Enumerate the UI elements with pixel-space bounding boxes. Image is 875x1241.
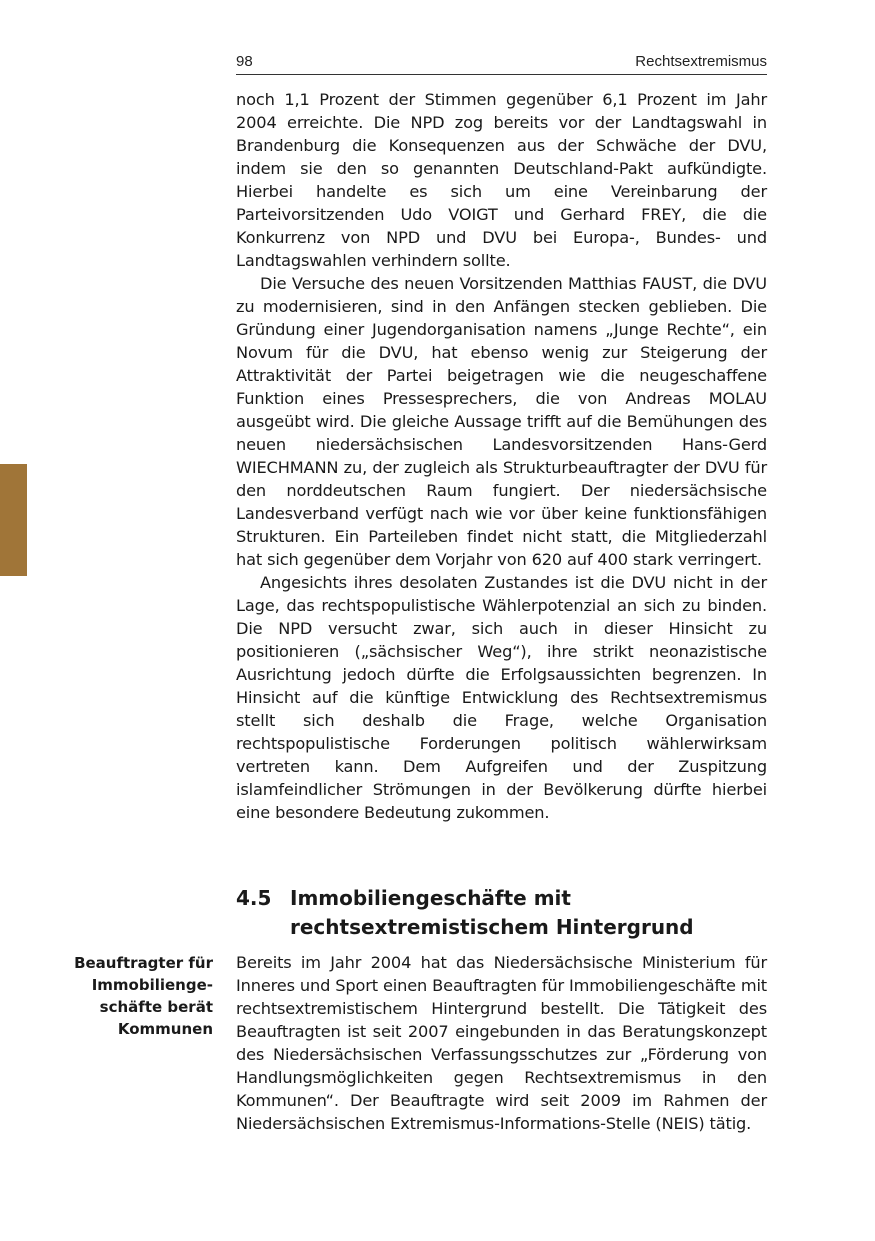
body-text	[236, 88, 767, 824]
paragraph: Bereits im Jahr 2004 hat das Niedersächsische Ministerium für Inneres und Sport einen Beauftragten für Immobiliengeschäfte mit rechtsextremistischem Hintergrund bestellt. Die Tätigkeit des Beauftragten ist seit 2007 eingebunden in das Beratungskonzept des Niedersächsischen Verfassungsschutzes zur „Förderung von Handlungsmöglichkeiten gegen Rechtsextremismus in den Kommunen“. Der Beauftragte wird seit 2009 im Rahmen der Niedersächsischen Extremismus-Informations-Stelle (NEIS) tätig.	[236, 953, 767, 1133]
paragraph: Angesichts ihres desolaten Zustandes ist die DVU nicht in der Lage, das rechtspopulistische Wählerpotenzial an sich zu binden. Die NPD versucht zwar, sich auch in dieser Hinsicht zu positionieren („sächsischer Weg“), ihre strikt neonazistische Ausrichtung jedoch dürfte die Erfolgsaussichten begrenzen. In Hinsicht auf die künftige Entwicklung des Rechtsextremismus stellt sich deshalb die Frage, welche Organisation rechtspopulistische Forderungen politisch wählerwirksam vertreten kann. Dem Aufgreifen und der Zuspitzung islamfeindlicher Strömungen in der Bevölkerung dürfte hierbei eine besondere Bedeutung zukommen.	[236, 573, 767, 822]
running-title: Rechtsextremismus	[635, 53, 767, 70]
paragraph: Die Versuche des neuen Vorsitzenden Matthias FAUST, die DVU zu modernisieren, sind in den Anfängen stecken geblieben. Die Gründung einer Jugendorganisation namens „Junge Rechte“, ein Novum für die DVU, hat ebenso wenig zur Steigerung der Attraktivität der Partei beigetragen wie die neugeschaffene Funktion eines Pressesprechers, die von Andreas MOLAU ausgeübt wird. Die gleiche Aussage trifft auf die Bemühungen des neuen niedersächsischen Landesvorsitzenden Hans-Gerd WIECHMANN zu, der zugleich als Strukturbeauftragter der DVU für den norddeutschen Raum fungiert. Der niedersächsische Landesverband verfügt nach wie vor über keine funktionsfähigen Strukturen. Ein Parteileben findet nicht statt, die Mitgliederzahl hat sich gegenüber dem Vorjahr von 620 auf 400 stark verringert.	[236, 274, 767, 569]
section-body-text	[236, 951, 767, 1135]
section-title: Immobiliengeschäfte mit rechtsextremistischem Hintergrund	[290, 886, 694, 939]
page-number: 98	[236, 53, 253, 70]
paragraph: noch 1,1 Prozent der Stimmen gegenüber 6,1 Prozent im Jahr 2004 erreichte. Die NPD zog bereits vor der Landtagswahl in Brandenburg die Konsequenzen aus der Schwäche der DVU, indem sie den so genannten Deutschland-Pakt aufkündigte. Hierbei handelte es sich um eine Vereinbarung der Parteivorsitzenden Udo VOIGT und Gerhard FREY, die die Konkurrenz von NPD und DVU bei Europa-, Bundes- und Landtagswahlen verhindern sollte.	[236, 90, 767, 270]
section-heading	[236, 884, 767, 942]
margin-note: Beauftragter für Immobiliengeschäfte berät Kommunen	[74, 954, 213, 1038]
chapter-thumb-tab	[0, 464, 27, 576]
page-header	[236, 50, 767, 75]
section-number: 4.5	[236, 886, 272, 910]
